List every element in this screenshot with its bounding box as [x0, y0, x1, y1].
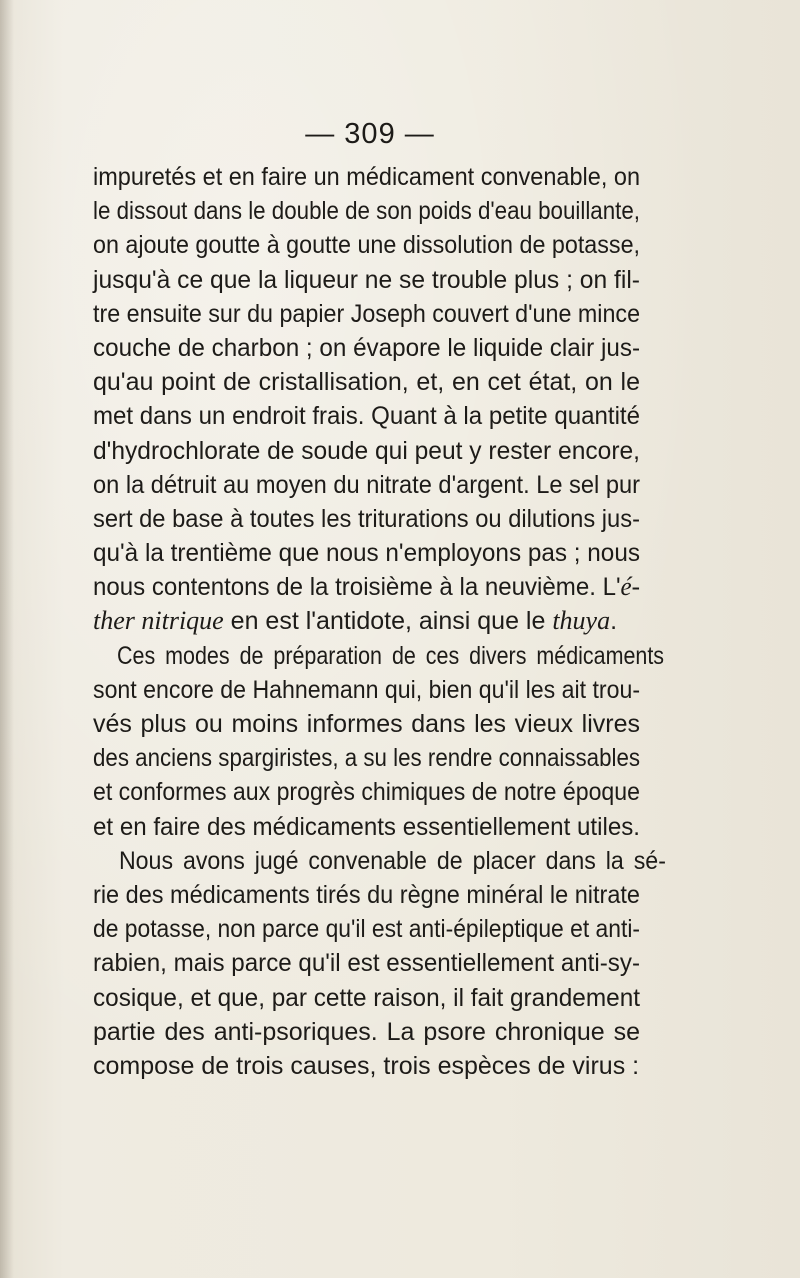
text-run: Nous avons jugé convenable de placer dans la sé-: [118, 846, 666, 875]
text-line: [93, 878, 640, 912]
text-run: sert de base à toutes les triturations ou dilutions jus-: [93, 504, 641, 533]
text-line: [93, 775, 640, 809]
text-line: [93, 468, 640, 502]
text-run: cosique, et que, par cette raison, il fait grandement: [93, 983, 641, 1012]
text-run: en est l'antidote, ainsi que le: [223, 607, 553, 636]
text-run: le dissout dans le double de son poids d'eau bouillante,: [93, 197, 640, 226]
italic-text-run: é-: [620, 572, 641, 602]
text-line: [93, 365, 640, 399]
text-line: [93, 639, 664, 673]
text-run: qu'au point de cristallisation, et, en cet état, on le: [93, 368, 640, 397]
text-line: [93, 228, 640, 262]
text-run: et conformes aux progrès chimiques de notre époque: [93, 778, 640, 807]
italic-text-run: ther nitrique: [93, 606, 224, 636]
paragraph: [93, 844, 666, 1083]
text-line: [93, 981, 640, 1015]
text-run: partie des anti-psoriques. La psore chronique se: [93, 1017, 640, 1046]
text-line: [93, 502, 640, 536]
text-line: [93, 536, 640, 570]
text-run: vés plus ou moins informes dans les vieux livres: [93, 710, 640, 738]
text-run: sont encore de Hahnemann qui, bien qu'il les ait trou-: [93, 675, 641, 704]
text-run: compose de trois causes, trois espèces de virus :: [93, 1051, 640, 1080]
text-line: [93, 912, 640, 946]
text-line: [93, 1015, 640, 1049]
text-run: tre ensuite sur du papier Joseph couvert d'une mince: [93, 299, 641, 328]
italic-text-run: thuya: [552, 606, 611, 636]
paragraph: [93, 639, 665, 844]
text-line: [93, 331, 640, 365]
text-run: jusqu'à ce que la liqueur ne se trouble plus ; on fil-: [93, 265, 641, 294]
text-run: de potasse, non parce qu'il est anti-épileptique et anti-: [93, 915, 641, 944]
text-line: [93, 194, 640, 228]
text-run: met dans un endroit frais. Quant à la petite quantité: [93, 402, 640, 431]
spine-shadow: [0, 0, 14, 1278]
text-run: nous contentons de la troisième à la neuvième. L': [93, 573, 621, 602]
text-line: [93, 707, 640, 741]
paragraph: [93, 160, 640, 639]
page-number: — 309 —: [305, 118, 435, 150]
text-line: [93, 946, 640, 980]
text-run: d'hydrochlorate de soude qui peut y rester encore,: [93, 436, 640, 465]
text-run: des anciens spargiristes, a su les rendre connaissables: [93, 744, 641, 773]
body-text: [93, 160, 666, 1083]
text-run: Ces modes de préparation de ces divers médicaments: [117, 641, 665, 670]
text-run: couche de charbon ; on évapore le liquide clair jus-: [93, 333, 641, 362]
text-run: qu'à la trentième que nous n'employons pas ; nous: [93, 539, 640, 568]
text-line: [93, 673, 640, 707]
text-line: [93, 399, 640, 433]
text-run: et en faire des médicaments essentiellement utiles.: [93, 812, 641, 841]
text-line: [93, 604, 640, 638]
text-line: [93, 570, 640, 604]
text-line: [93, 434, 640, 468]
text-run: rie des médicaments tirés du règne minéral le nitrate: [93, 880, 640, 909]
text-line: [93, 844, 666, 878]
text-line: [93, 741, 640, 775]
text-run: on la détruit au moyen du nitrate d'argent. Le sel pur: [93, 470, 640, 499]
text-run: .: [610, 607, 618, 636]
text-line: [93, 1049, 640, 1083]
text-line: [93, 263, 640, 297]
text-run: rabien, mais parce qu'il est essentiellement anti-sy-: [93, 949, 641, 978]
text-run: on ajoute goutte à goutte une dissolution de potasse,: [93, 231, 641, 260]
text-line: [93, 810, 640, 844]
text-line: [93, 297, 640, 331]
text-line: [93, 160, 640, 194]
text-run: impuretés et en faire un médicament convenable, on: [93, 163, 641, 191]
